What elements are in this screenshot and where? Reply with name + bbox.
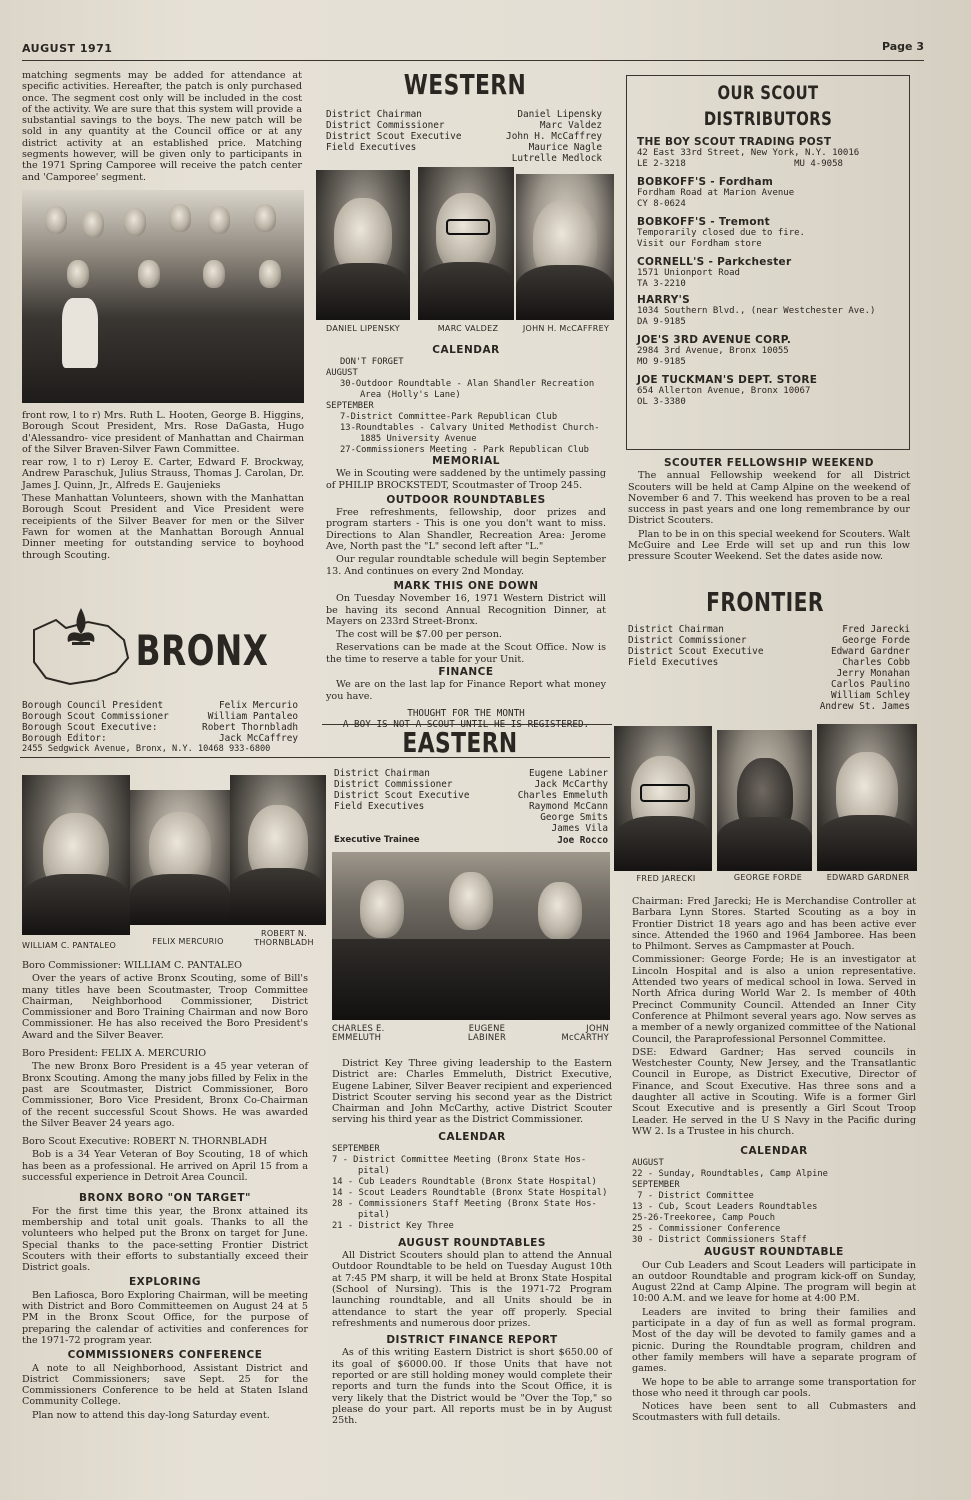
exploring-head: EXPLORING [128, 1276, 202, 1289]
conference-head: COMMISSIONERS CONFERENCE [67, 1349, 263, 1362]
western-title: WESTERN [403, 68, 527, 101]
bronx-address: 2455 Sedgwick Avenue, Bronx, N.Y. 10468 933-6800 [22, 744, 271, 754]
eastern-group-photo [332, 852, 610, 1020]
bronx-logo [26, 600, 136, 692]
frontier-roundtable-head: AUGUST ROUNDTABLE [704, 1246, 844, 1259]
caption-gardner: EDWARD GARDNER [826, 873, 910, 882]
fellowship-head: SCOUTER FELLOWSHIP WEEKEND [663, 457, 874, 469]
photo-gardner [817, 724, 917, 871]
fellowship-article: SCOUTER FELLOWSHIP WEEKEND The annual Fellowship weekend for all District Scouters will be held at Camp Alpine on the weekend of November 6 and 7. This weekend has proven to be a real success in past years and one long remembrance by our District Scouters. Plan to be in on this special weekend for Scouters. Walt McGuire and Lee Erde will set up and run this low pressure Scouter Weekend. Set the dates aside now. [628, 457, 910, 563]
western-articles: CALENDAR DON'T FORGET AUGUST 30-Outdoor Roundtable - Alan Shandler Recreation Area (Holly's Lane) SEPTEMBER 7-District Committee-Park Republican Club 13-Roundtables - Calvary United Methodist Church- 1885 University Avenue 27-Commissioners Meeting - Park Republican Club MEMORIAL We in Scouting were saddened by the untimely passing of PHILIP BROCKSTEDT, Scoutmaster of Troop 245. OUTDOOR ROUNDTABLES Free refreshments, fellowship, door prizes and program starters - This is one you don't want to miss. Directions to Alan Shandler, Recreation Area: Jerome Ave, North past the "L" second left after "L." Our regular roundtable schedule will begin September 13. And continues on every 2nd Monday. MARK THIS ONE DOWN On Tuesday November 16, 1971 Western District will be having its second Annual Recognition Dinner, at Mayers on 233rd Street-Bronx. The cost will be $7.00 per person. Reservations can be made at the Scout Office. Now is the time to reserve a table for your Unit. FINANCE We are on the last lap for Finance Report what money you have. THOUGHT FOR THE MONTH A BOY IS NOT A SCOUT UNTIL HE IS REGISTERED. [326, 344, 606, 731]
mark-head: MARK THIS ONE DOWN [393, 579, 539, 592]
eastern-finance-head: DISTRICT FINANCE REPORT [386, 1334, 558, 1347]
caption-mercurio: FELIX MERCURIO [152, 937, 224, 946]
target-head: BRONX BORO "ON TARGET" [79, 1192, 251, 1205]
eastern-calendar: SEPTEMBER 7 - District Committee Meeting (Bronx State Hos- pital) 14 - Cub Leaders Roundtable (Bronx State Hospital) 14 - Scout Leaders Roundtable (Bronx State Hospital) 28 - Commissioners Staff Meeting (Bronx State Hos- pital) 21 - District Key Three [332, 1143, 608, 1231]
commissioner-head: Boro Commissioner: WILLIAM C. PANTALEO [22, 960, 243, 971]
frontier-title: FRONTIER [706, 588, 824, 618]
photo-jarecki [614, 726, 712, 871]
patch-article [22, 70, 302, 185]
caption-mccarthy: JOHN McCARTHY [561, 1023, 609, 1042]
frontier-calendar-head: CALENDAR [740, 1145, 808, 1158]
bronx-articles: Boro Commissioner: WILLIAM C. PANTALEO Over the years of active Bronx Scouting, some of Bill's many titles have been Scoutmaster, Troop Committee Chairman, Neighborhood Commissioner, District Commissioner and Boro Training Chairman and now Boro Commissioner. He has also received the Boro President's Award and the Silver Beaver. Boro President: FELIX A. MERCURIO The new Bronx Boro President is a 45 year veteran of Bronx Scouting. Among the many jobs filled by Felix in the past are Scoutmaster, District Commissioner, Boro Commissioner, Boro Vice President, Bronx Co-Chairman of the recent successful Scout Shows. He was awarded the Silver Beaver 24 years ago. Boro Scout Executive: ROBERT N. THORNBLADH Bob is a 34 Year Veteran of Boy Scouting, 18 of which has been as a professional. He arrived on April 15 from a successful experience in Detroit Area Council. BRONX BORO "ON TARGET" For the first time this year, the Bronx attained its membership and total unit goals. Thanks to all the volunteers who helped put the Bronx on target for June. Special thanks to the pace-setting Frontier District Scouters with their efforts to substantially exceed their District goals. EXPLORING Ben Lafiosca, Boro Exploring Chairman, will be meeting with District and Boro Committeemen on August 24 at 5 PM in the Bronx Scout Office, for the purpose of preparing the calendar of activities and conferences for the 1971-72 program year. COMMISSIONERS CONFERENCE A note to all Neighborhood, Assistant District and District Commissioners; save Sept. 25 for the Commissioners Conference to be held at Staten Island Community College. Plan now to attend this day-long Saturday event. [22, 960, 308, 1421]
eastern-title: EASTERN [402, 726, 518, 759]
president-head: Boro President: FELIX A. MERCURIO [22, 1048, 207, 1060]
finance-head: FINANCE [438, 666, 494, 679]
fleur-de-lis-icon [26, 600, 136, 692]
distributor-1: THE BOY SCOUT TRADING POST 42 East 33rd Street, New York, N.Y. 10016 LE 2-3218 MU 4-9058 [637, 136, 860, 169]
page-number: Page 3 [881, 40, 924, 53]
frontier-calendar: AUGUST 22 - Sunday, Roundtables, Camp Alpine SEPTEMBER 7 - District Committee 13 - Cub, Scout Leaders Roundtables 25-26-Treekoree, Camp Pouch 25 - Commissioner Conference 30 - District Commissioners Staff [632, 1158, 828, 1246]
caption-labiner: EUGENE LABINER [467, 1023, 507, 1042]
distributor-3: BOBKOFF'S - Tremont Temporarily closed due to fire. Visit our Fordham store [637, 216, 805, 249]
caption-pantaleo: WILLIAM C. PANTALEO [22, 941, 117, 950]
distributors-title: OUR SCOUT DISTRIBUTORS [703, 82, 833, 130]
eastern-articles: District Key Three giving leadership to the Eastern District are: Charles Emmeluth, District Executive, Eugene Labiner, Silver Beaver recipient and experienced District Scouter serving his second year as the District Chairman and John McCarthy, active District Scouter serving his third year as the District Commissioner. CALENDAR SEPTEMBER 7 - District Committee Meeting (Bronx State Hos- pital) 14 - Cub Leaders Roundtable (Bronx State Hospital) 14 - Scout Leaders Roundtable (Bronx State Hospital) 28 - Commissioners Staff Meeting (Bronx State Hos- pital) 21 - District Key Three AUGUST ROUNDTABLES All District Scouters should plan to attend the Annual Outdoor Roundtable to be held on Tuesday August 10th at 7:45 PM sharp, it will be held at Bronx State Hospital (School of Nursing). This is the 1971-72 Program launching roundtable, and all Units should be in attendance to start the year off properly. Special refreshments and numerous door prizes. DISTRICT FINANCE REPORT As of this writing Eastern District is short $650.00 of its goal of $6000.00. If those Units that have not reported or are still holding money would complete their reports and turn the funds into the Scout Office, it is very likely that the District would be "Over the Top," so please do your part. All reports must be in by August 25th. [332, 1058, 612, 1427]
photo-mccaffrey [516, 174, 614, 320]
western-calendar: DON'T FORGET AUGUST 30-Outdoor Roundtable - Alan Shandler Recreation Area (Holly's Lane) SEPTEMBER 7-District Committee-Park Republican Club 13-Roundtables - Calvary United Methodist Church- 1885 University Avenue 27-Commissioners Meeting - Park Republican Club [326, 357, 600, 455]
distributor-2: BOBKOFF'S - Fordham Fordham Road at Marion Avenue CY 8-0624 [637, 176, 795, 209]
eastern-calendar-head: CALENDAR [438, 1130, 506, 1143]
eastern-roundtables-head: AUGUST ROUNDTABLES [398, 1236, 546, 1249]
photo-thornbladh [230, 775, 326, 925]
outdoor-head: OUTDOOR ROUNDTABLES [386, 493, 546, 506]
caption-forde: GEORGE FORDE [733, 873, 803, 882]
photo-forde [717, 730, 812, 871]
eastern-divider [322, 724, 612, 725]
group-photo [22, 190, 304, 403]
caption-lipensky: DANIEL LIPENSKY [326, 324, 400, 333]
issue-date: AUGUST 1971 [22, 42, 113, 55]
memorial-head: MEMORIAL [432, 455, 500, 467]
frontier-articles: Chairman: Fred Jarecki; He is Merchandise Controller at Barbara Lynn Stores. Started Scouting as a boy in Frontier District 18 years ago and has been active ever since. Attended the 1960 and 1964 Jamboree. Has been to Philmont. Serves as Campmaster at Pouch. Commissioner: George Forde; He is an investigator at Lincoln Hospital and is also a union representative. Attended two years of medical school in Iowa. Served in North Africa during World War 2. Is member of 40th Precinct Community Council. Attended an Inner City Conference at Philmont several years ago. Now serves as a member of a newly organized committee of the National Council, the Paraprofessional Personnel Committee. DSE: Edward Gardner; Has served councils in Westchester County, New Jersey, and the Transatlantic Council in Europe, as District Executive, Director of Finance, and Scout Executive. Has three sons and a daughter all active in Scouting. Wife is a former Girl Scout Executive and is presently a Girl Scout Troop Leader. He served in the U S Navy in the Pacific during WW 2. Is a Trustee in his church. CALENDAR AUGUST 22 - Sunday, Roundtables, Camp Alpine SEPTEMBER 7 - District Committee 13 - Cub, Scout Leaders Roundtables 25-26-Treekoree, Camp Pouch 25 - Commissioner Conference 30 - District Commissioners Staff AUGUST ROUNDTABLE Our Cub Leaders and Scout Leaders will participate in an outdoor Roundtable and program kick-off on Sunday, August 22nd at Camp Alpine. The program will begin at 10:00 A.M. and we leave for home at 4:00 P.M. Leaders are invited to bring their families and participate in a day of fun as well as formal program. Most of the day will be devoted to family games and a picnic. During the Roundtable program, children and other family members will have a separate program of games. We hope to be able to arrange some transportation for those who need it through car pools. Notices have been sent to all Cubmasters and Scoutmasters with full details. [632, 896, 916, 1424]
bronx-roster: Borough Council President Felix Mercurio Borough Scout Commissioner William Pantaleo Borough Scout Executive: Robert Thornbladh Borough Editor: Jack McCaffrey 2455 Sedgwick Avenue, Bronx, N.Y. 10468 933-6800 [22, 700, 298, 754]
bronx-title: BRONX [135, 626, 269, 675]
caption-emmeluth: CHARLES E. EMMELUTH [332, 1023, 385, 1042]
frontier-roster: District Chairman Fred Jarecki District Commissioner George Forde District Scout Executive Edward Gardner Field Executives Charles Cobb Jerry Monahan Carlos Paulino William Schley Andrew St. James [628, 624, 910, 712]
distributor-6: JOE'S 3RD AVENUE CORP. 2984 3rd Avenue, Bronx 10055 MO 9-9185 [637, 334, 792, 367]
distributors-box [626, 75, 910, 450]
caption-jarecki: FRED JARECKI [636, 874, 696, 883]
thought-text: A BOY IS NOT A SCOUT UNTIL HE IS REGISTERED. [342, 719, 590, 731]
photo-valdez [418, 167, 514, 320]
group-photo-caption: front row, l to r) Mrs. Ruth L. Hooten, George B. Higgins, Borough Scout President, Mrs. Rose DaGasta, Hugo d'Alessandro- vice president of Manhattan and Chairman of the Silver Braven-Silver Fawn Committee. rear row, l to r) Leroy E. Carter, Edward F. Brockway, Andrew Paraschuk, Julius Strauss, Thomas J. Carolan, Dr. James J. Quinn, Jr., Alfreds E. Gaujenieks These Manhattan Volunteers, shown with the Manhattan Borough Scout President and Vice President were receipients of the Silver Beaver for men or the Silver Fawn for women at the Manhattan Borough Annual Dinner meeting for outstanding service to boyhood through Scouting. [22, 410, 304, 561]
eastern-roster: District Chairman Eugene Labiner District Commissioner Jack McCarthy District Scout Executive Charles Emmeluth Field Executives Raymond McCann George Smits James Vila Executive Trainee Joe Rocco [334, 768, 608, 846]
executive-head: Boro Scout Executive: ROBERT N. THORNBLADH [22, 1136, 268, 1148]
thought-head: THOUGHT FOR THE MONTH [407, 707, 525, 719]
distributor-4: CORNELL'S - Parkchester 1571 Unionport Road TA 3-2210 [637, 256, 792, 289]
caption-mccaffrey: JOHN H. McCAFFREY [522, 324, 610, 333]
distributor-7: JOE TUCKMAN'S DEPT. STORE 654 Allerton Avenue, Bronx 10067 OL 3-3380 [637, 374, 818, 407]
western-calendar-head: CALENDAR [432, 344, 500, 356]
distributor-5: HARRY'S 1034 Southern Blvd., (near Westchester Ave.) DA 9-9185 [637, 294, 876, 327]
photo-mercurio [130, 790, 230, 925]
photo-lipensky [316, 170, 410, 320]
patch-text: matching segments may be added for attendance at specific activities. Hereafter, the patch is only purchased once. The segment cost only will be included in the cost of the activity. We are sure that this system will provide a substantial savings to the boys. The new patch will be sold in any quantity at the Council office or at any district activity at an established price. Matching segments however, will be given only to participants in the 1971 Spring Camporee will receive the patch center and 'Camporee' segment. [22, 70, 302, 183]
western-roster: District Chairman Daniel Lipensky District Commissioner Marc Valdez District Scout Executive John H. McCaffrey Field Executives Maurice Nagle Lutrelle Medlock [326, 109, 602, 164]
caption-valdez: MARC VALDEZ [437, 324, 499, 333]
caption-thornbladh: ROBERT N. THORNBLADH [254, 929, 314, 947]
page-header [22, 40, 924, 61]
photo-pantaleo [22, 775, 130, 935]
